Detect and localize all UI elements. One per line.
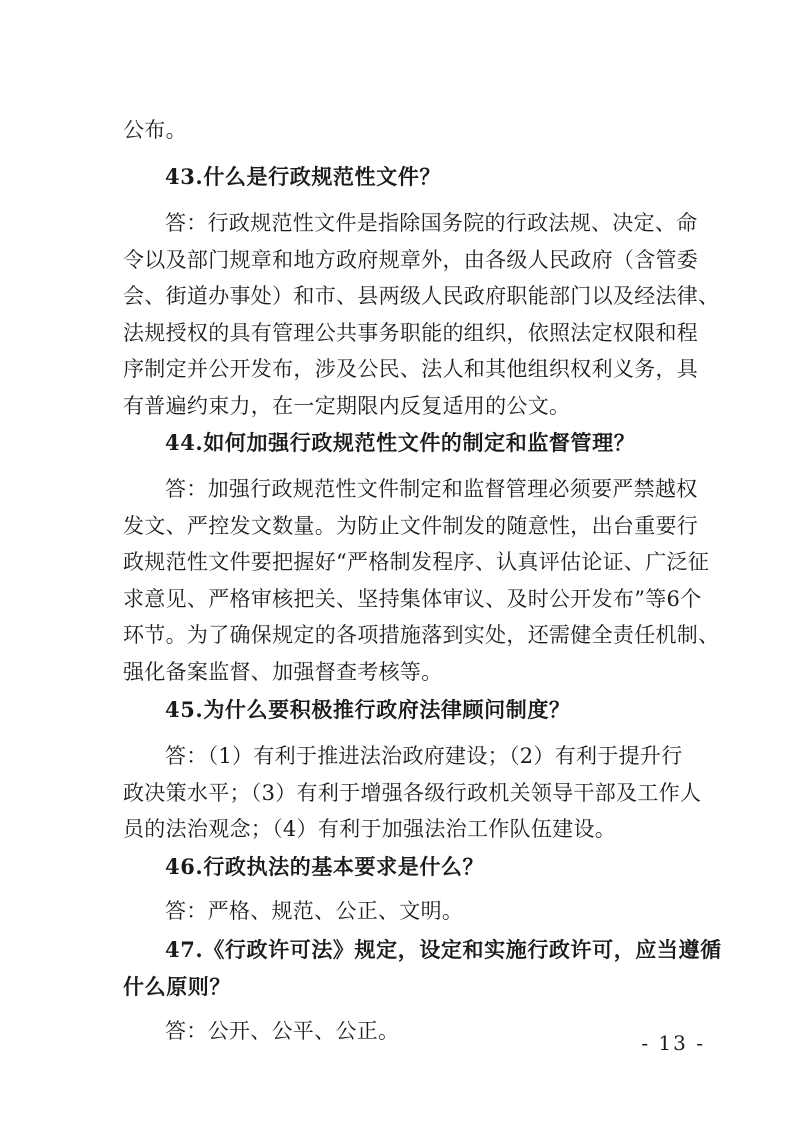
text-line: 会、街道办事处）和市、县两级人民政府职能部门以及经法律、: [123, 284, 720, 308]
text-line: 序制定并公开发布，涉及公民、法人和其他组织权利义务，具: [123, 357, 699, 381]
answer-text: 答：行政规范性文件是指除国务院的行政法规、决定、命: [165, 211, 698, 235]
text-line: 有普遍约束力，在一定期限内反复适用的公文。: [123, 394, 571, 418]
page-number: - 13 -: [641, 1031, 705, 1055]
question-heading: 45.为什么要积极推行政府法律顾问制度？: [165, 697, 571, 722]
text-line: 令以及部门规章和地方政府规章外，由各级人民政府（含管委: [123, 248, 699, 272]
answer-text: 答：公开、公平、公正。: [165, 1019, 400, 1043]
question-heading: 46.行政执法的基本要求是什么？: [165, 854, 485, 879]
text-line: 员的法治观念；（4）有利于加强法治工作队伍建设。: [123, 817, 617, 841]
text-line: 法规授权的具有管理公共事务职能的组织，依照法定权限和程: [123, 321, 699, 345]
question-heading: 44.如何加强行政规范性文件的制定和监督管理？: [165, 430, 636, 455]
text-line: 求意见、严格审核把关、坚持集体审议、及时公开发布”等6个: [123, 587, 702, 611]
text-line: 强化备案监督、加强督查考核等。: [123, 660, 443, 684]
answer-text: 答：（1）有利于推进法治政府建设；（2）有利于提升行: [165, 744, 683, 768]
question-heading: 47.《行政许可法》规定，设定和实施行政许可，应当遵循: [165, 937, 722, 962]
question-heading-continued: 什么原则？: [123, 974, 231, 999]
text-line: 环节。为了确保规定的各项措施落到实处，还需健全责任机制、: [123, 623, 720, 647]
text-line: 公布。: [123, 118, 187, 142]
question-heading: 43.什么是行政规范性文件？: [165, 164, 441, 189]
answer-text: 答：严格、规范、公正、文明。: [165, 899, 464, 923]
text-line: 政规范性文件要把握好“严格制发程序、认真评估论证、广泛征: [123, 550, 710, 574]
text-line: 发文、严控发文数量。为防止文件制发的随意性，出台重要行: [123, 514, 699, 538]
text-line: 政决策水平；（3）有利于增强各级行政机关领导干部及工作人: [123, 781, 702, 805]
answer-text: 答：加强行政规范性文件制定和监督管理必须要严禁越权: [165, 477, 698, 501]
